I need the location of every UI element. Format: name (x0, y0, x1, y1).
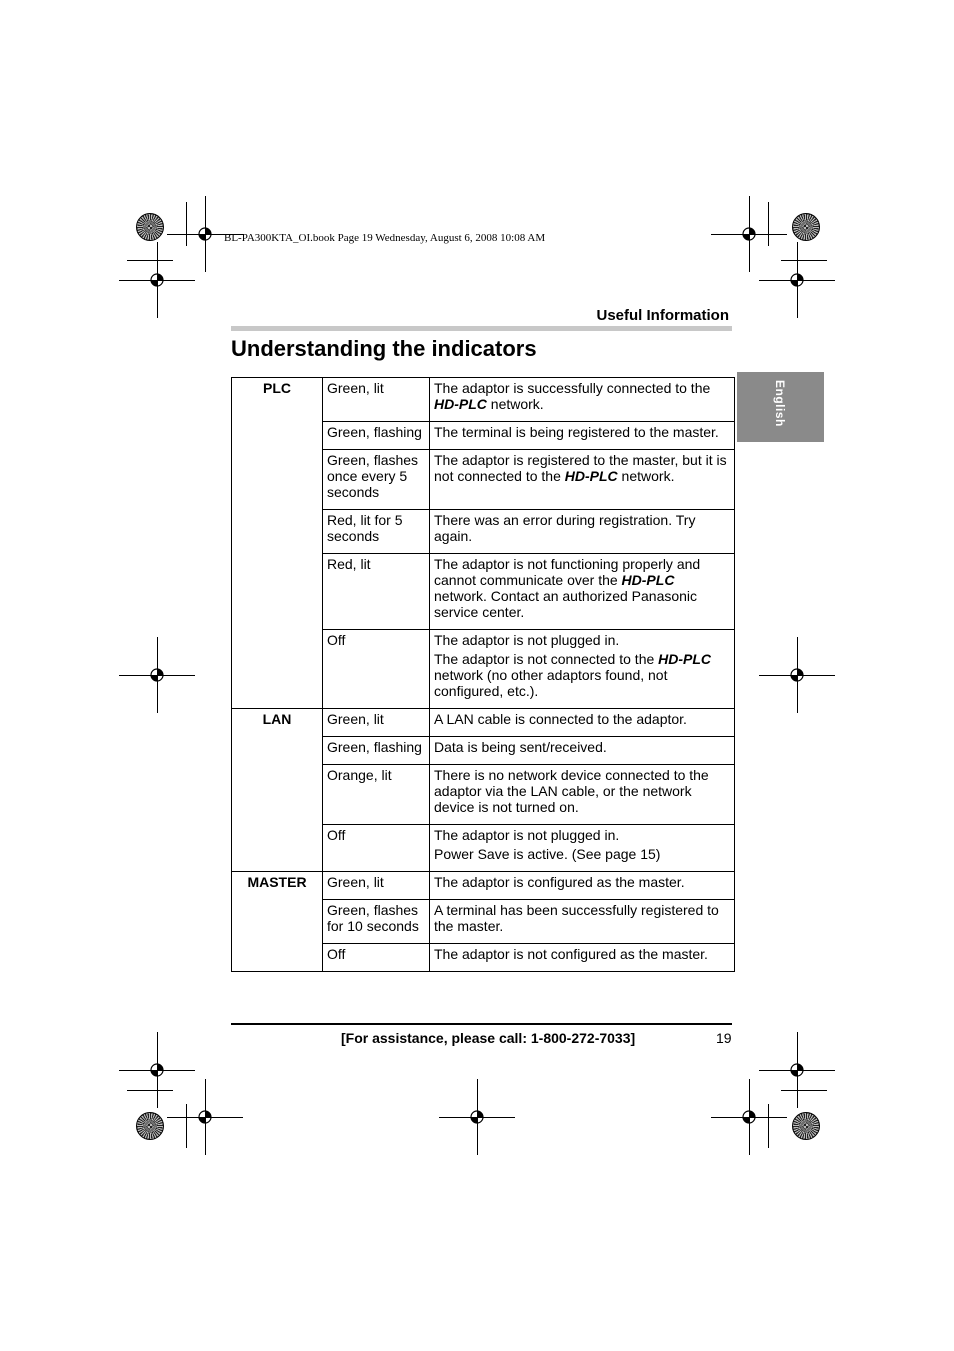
crop-line (157, 1032, 158, 1108)
description-paragraph (434, 632, 730, 648)
indicator-description (430, 630, 735, 709)
color-wheel-icon (136, 1112, 164, 1140)
description-text: A LAN cable is connected to the adaptor. (434, 711, 687, 727)
indicator-state: Green, flashes for 10 seconds (323, 900, 430, 944)
description-paragraph (434, 739, 730, 755)
description-text: network. (486, 396, 544, 412)
table-row (232, 872, 735, 900)
crop-line (157, 637, 158, 713)
indicator-description (430, 900, 735, 944)
description-text: The adaptor is not plugged in. (434, 632, 620, 648)
description-text: There was an error during registration. Try again. (434, 512, 696, 544)
description-text: The terminal is being registered to the master. (434, 424, 719, 440)
indicator-description (430, 825, 735, 872)
description-text: A terminal has been successfully registered to the master. (434, 902, 719, 934)
print-info-line: BL-PA300KTA_OI.book Page 19 Wednesday, August 6, 2008 10:08 AM (224, 232, 546, 244)
description-paragraph (434, 902, 730, 934)
indicator-name-master: MASTER (232, 872, 323, 972)
crop-line (781, 1090, 827, 1091)
indicator-state: Off (323, 944, 430, 972)
crop-line (797, 637, 798, 713)
indicator-state: Orange, lit (323, 765, 430, 825)
indicator-table (231, 377, 735, 972)
description-paragraph (434, 827, 730, 843)
color-wheel-icon (136, 213, 164, 241)
crop-line (477, 1079, 478, 1155)
crop-line (797, 242, 798, 318)
description-text: Power Save is active. (See page 15) (434, 846, 661, 862)
language-tab-label: English (773, 380, 787, 427)
description-paragraph (434, 512, 730, 544)
crop-line (186, 202, 187, 246)
color-wheel-icon (792, 213, 820, 241)
indicator-description (430, 944, 735, 972)
crop-line (768, 202, 769, 246)
description-text: Data is being sent/received. (434, 739, 607, 755)
crop-line (157, 242, 158, 318)
indicator-name-plc: PLC (232, 378, 323, 709)
network-name: HD-PLC (564, 468, 618, 484)
description-paragraph (434, 946, 730, 962)
indicator-state: Red, lit (323, 554, 430, 630)
description-text: network (no other adaptors found, not configured, etc.). (434, 667, 668, 699)
crop-line (749, 1079, 750, 1155)
network-name: HD-PLC (621, 572, 675, 588)
indicator-name-lan: LAN (232, 709, 323, 872)
description-text: The adaptor is not connected to the (434, 651, 659, 667)
section-header: Useful Information (596, 307, 729, 324)
indicator-description (430, 872, 735, 900)
description-text: The adaptor is configured as the master. (434, 874, 685, 890)
language-tab (737, 372, 824, 442)
description-paragraph (434, 380, 730, 412)
description-paragraph (434, 711, 730, 727)
description-text: network. (617, 468, 675, 484)
description-text: The adaptor is not functioning properly and cannot communicate over the (434, 556, 701, 588)
crop-line (186, 1104, 187, 1148)
indicator-state: Green, flashing (323, 737, 430, 765)
crop-line (205, 196, 206, 272)
crop-line (768, 1104, 769, 1148)
network-name: HD-PLC (434, 396, 487, 412)
network-name: HD-PLC (658, 651, 712, 667)
crop-line (127, 1090, 173, 1091)
crop-line (127, 260, 173, 261)
indicator-state: Green, lit (323, 378, 430, 422)
indicator-state: Green, flashing (323, 422, 430, 450)
footer-rule (231, 1023, 732, 1025)
description-paragraph (434, 651, 730, 699)
description-paragraph (434, 424, 730, 440)
indicator-description (430, 765, 735, 825)
table-row (232, 709, 735, 737)
crop-line (205, 1079, 206, 1155)
description-text: network. Contact an authorized Panasonic service center. (434, 588, 698, 620)
description-paragraph (434, 846, 730, 862)
indicator-description (430, 378, 735, 422)
indicator-state: Green, lit (323, 709, 430, 737)
indicator-description (430, 422, 735, 450)
page-title: Understanding the indicators (231, 336, 537, 361)
crop-line (749, 196, 750, 272)
description-text: The adaptor is not plugged in. (434, 827, 620, 843)
description-paragraph (434, 767, 730, 815)
indicator-state: Red, lit for 5 seconds (323, 510, 430, 554)
description-paragraph (434, 874, 730, 890)
description-text: The adaptor is successfully connected to the (434, 380, 711, 396)
color-wheel-icon (792, 1112, 820, 1140)
crop-line (797, 1032, 798, 1108)
assistance-line: [For assistance, please call: 1-800-272-7033] (341, 1030, 636, 1046)
indicator-description (430, 737, 735, 765)
indicator-description (430, 510, 735, 554)
indicator-state: Off (323, 630, 430, 709)
table-row (232, 378, 735, 422)
indicator-description (430, 709, 735, 737)
indicator-description (430, 450, 735, 510)
description-paragraph (434, 556, 730, 620)
crop-line (781, 260, 827, 261)
description-text: The adaptor is registered to the master, but it is not connected to the (434, 452, 727, 484)
indicator-state: Green, lit (323, 872, 430, 900)
indicator-description (430, 554, 735, 630)
indicator-state: Green, flashes once every 5 seconds (323, 450, 430, 510)
description-text: There is no network device connected to the adaptor via the LAN cable, or the network device is not turned on. (434, 767, 709, 815)
page-number: 19 (716, 1030, 732, 1046)
indicator-state: Off (323, 825, 430, 872)
description-text: The adaptor is not configured as the master. (434, 946, 708, 962)
header-rule (231, 326, 732, 331)
description-paragraph (434, 452, 730, 484)
